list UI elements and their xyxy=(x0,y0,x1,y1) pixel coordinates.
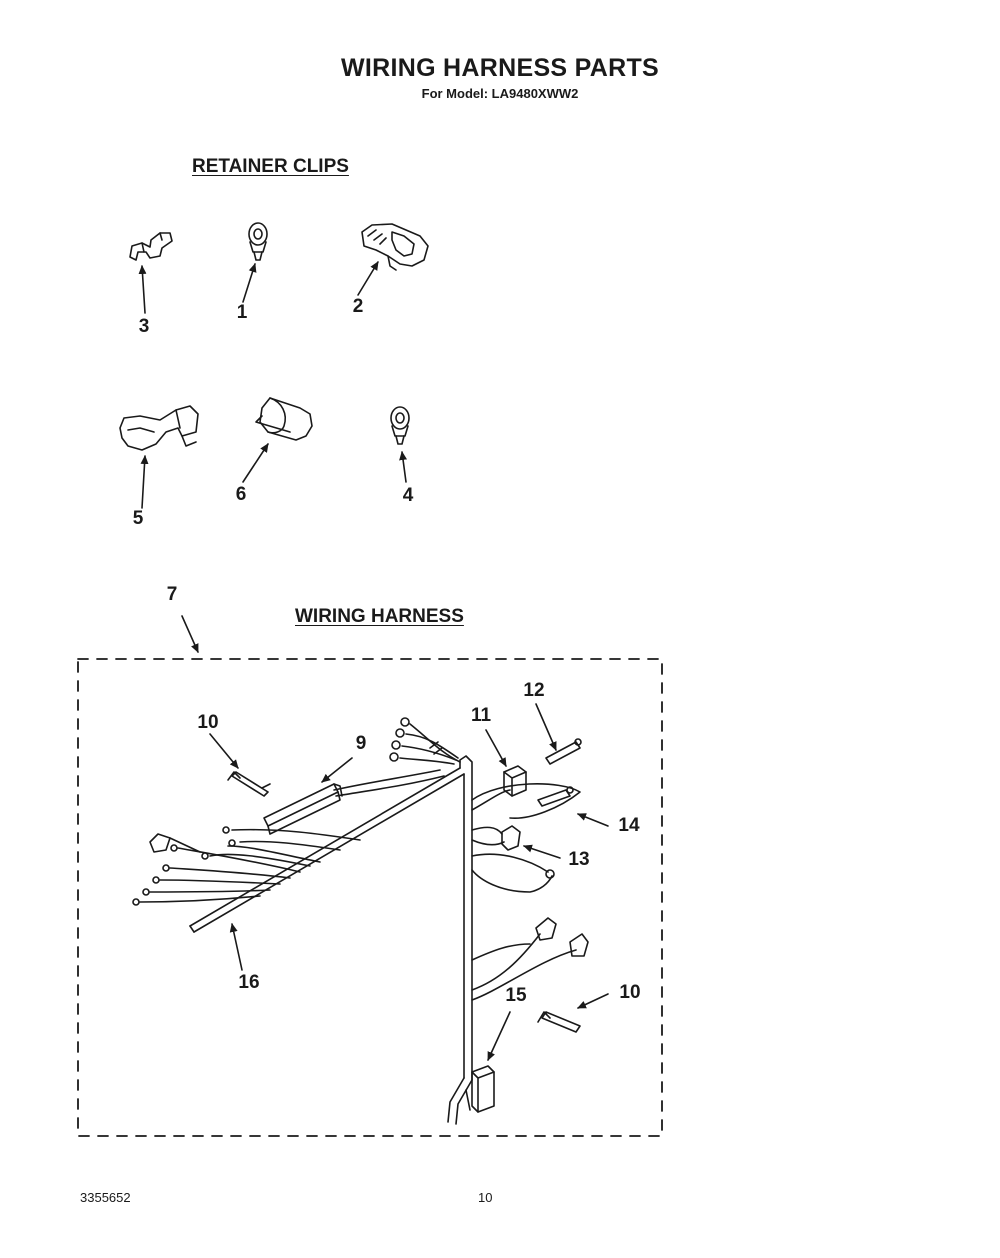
callout-6: 6 xyxy=(235,484,247,505)
clip-4-icon xyxy=(391,407,409,444)
harness-trunk xyxy=(190,768,464,932)
arrow-11 xyxy=(486,730,506,766)
page-number: 10 xyxy=(478,1190,493,1205)
arrow-2 xyxy=(358,262,378,295)
harness-vertical-trunk xyxy=(448,756,472,1124)
clip-6-icon xyxy=(256,398,312,440)
callout-15: 15 xyxy=(505,985,527,1006)
callout-7: 7 xyxy=(166,584,178,605)
arrow-4 xyxy=(402,452,406,482)
callout-1: 1 xyxy=(236,302,248,323)
callout-12: 12 xyxy=(523,680,545,701)
model-subtitle: For Model: LA9480XWW2 xyxy=(421,86,579,101)
callout-2: 2 xyxy=(352,296,364,317)
arrow-15 xyxy=(488,1012,510,1060)
callout-16: 16 xyxy=(238,972,260,993)
arrow-13 xyxy=(524,846,560,858)
arrow-3 xyxy=(142,266,145,313)
callout-13: 13 xyxy=(568,849,590,870)
tie-strap-10-top-icon xyxy=(228,772,270,796)
tie-strap-10-bottom-icon xyxy=(538,1012,580,1032)
page-title: WIRING HARNESS PARTS xyxy=(340,54,660,82)
arrow-16 xyxy=(232,924,242,970)
connector-9-icon xyxy=(264,784,342,834)
wire-bundle-right xyxy=(472,854,588,1000)
clip-1-icon xyxy=(249,223,267,260)
clip-2-icon xyxy=(362,224,428,270)
arrow-1 xyxy=(243,264,255,302)
arrow-5 xyxy=(142,456,145,508)
harness-boundary xyxy=(78,659,662,1136)
clip-5-icon xyxy=(120,406,198,450)
arrow-14 xyxy=(578,814,608,826)
part-12-icon xyxy=(546,739,581,764)
arrow-7 xyxy=(182,616,198,652)
arrow-12 xyxy=(536,704,556,750)
callout-14: 14 xyxy=(618,815,640,836)
arrow-10-bottom xyxy=(578,994,608,1008)
connector-15-icon xyxy=(472,1066,494,1112)
wire xyxy=(472,790,510,810)
callout-3: 3 xyxy=(138,316,150,337)
connector-13-icon xyxy=(472,826,520,850)
arrow-6 xyxy=(243,444,268,482)
callout-10-top: 10 xyxy=(197,712,219,733)
callout-10-bottom: 10 xyxy=(619,982,641,1003)
clip-3-icon xyxy=(130,233,172,260)
callout-11: 11 xyxy=(470,705,492,726)
arrow-10-top xyxy=(210,734,238,768)
callout-5: 5 xyxy=(132,508,144,529)
wire-bundle-top xyxy=(390,718,460,764)
retainer-clips-heading: RETAINER CLIPS xyxy=(192,156,349,177)
wiring-harness-heading: WIRING HARNESS xyxy=(295,606,464,627)
callout-9: 9 xyxy=(355,733,367,754)
arrow-9 xyxy=(322,758,352,782)
doc-number: 3355652 xyxy=(80,1190,131,1205)
callout-4: 4 xyxy=(402,485,414,506)
